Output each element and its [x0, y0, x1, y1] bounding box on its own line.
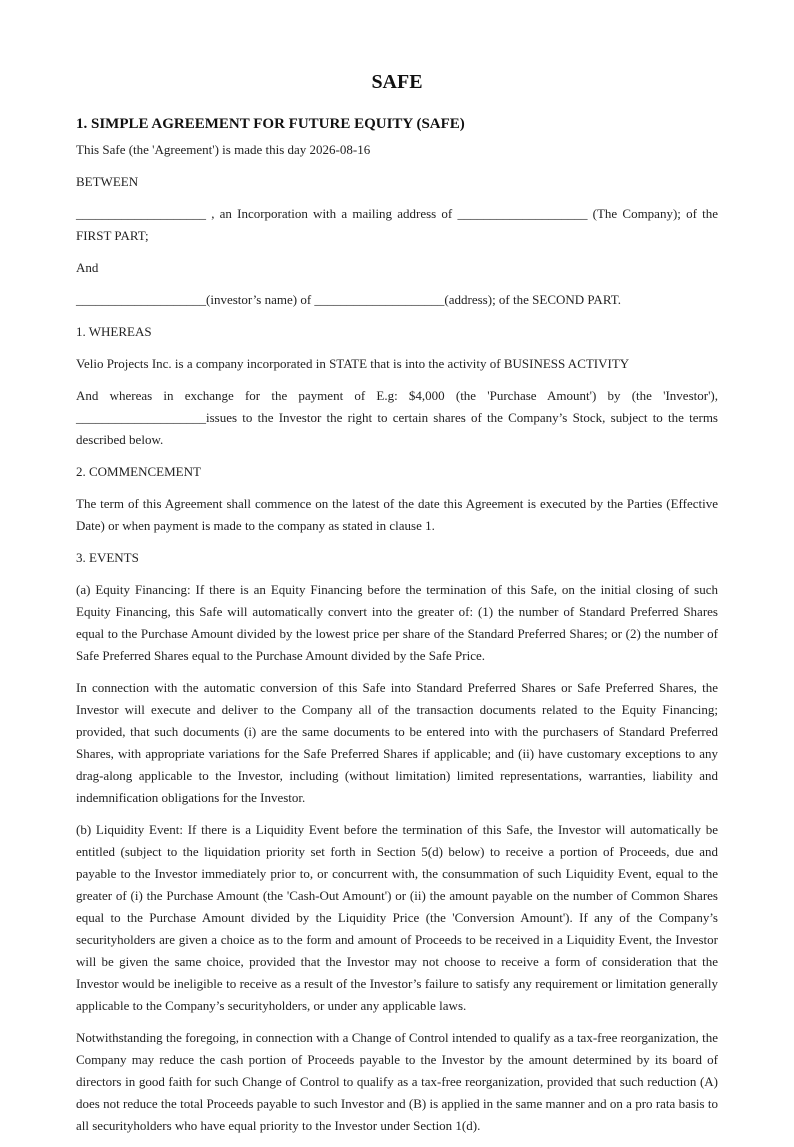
- between-label: BETWEEN: [76, 174, 139, 189]
- section-heading: 1. SIMPLE AGREEMENT FOR FUTURE EQUITY (SAFE): [76, 116, 465, 132]
- commencement-heading: 2. COMMENCEMENT: [76, 464, 201, 479]
- purchase-amount-paragraph: And whereas in exchange for the payment of E.g: $4,000 (the 'Purchase Amount') by (the 'Investor'), ____________________issues to the Investor the right to certain shares of the Company’s Stock, subject to the terms described below.: [76, 388, 718, 447]
- and-label: And: [76, 260, 99, 275]
- equity-financing-paragraph: (a) Equity Financing: If there is an Equity Financing before the termination of this Safe, on the initial closing of such Equity Financing, this Safe will automatically convert into the greater of: (1) the number of Standard Preferred Shares equal to the Purchase Amount divided by the lowest price per share of the Standard Preferred Shares; or (2) the number of Safe Preferred Shares equal to the Purchase Amount divided by the Safe Price.: [76, 582, 718, 663]
- whereas-heading: 1. WHEREAS: [76, 324, 152, 339]
- document-title: SAFE: [371, 71, 423, 93]
- company-party-paragraph: ____________________ , an Incorporation with a mailing address of ____________________ (The Company); of the FIRST PART;: [76, 206, 718, 243]
- events-heading: 3. EVENTS: [76, 550, 139, 565]
- change-of-control-paragraph: Notwithstanding the foregoing, in connection with a Change of Control intended to qualify as a tax-free reorganization, the Company may reduce the cash portion of Proceeds payable to the Investor by the amount determined by its board of directors in good faith for such Change of Control to qualify as a tax-free reorganization, provided that such reduction (A) does not reduce the total Proceeds payable to such Investor and (B) is applied in the same manner and on a pro rata basis to all securityholders who have equal priority to the Investor under Section 1(d).: [76, 1030, 718, 1133]
- investor-party-paragraph: ____________________(investor’s name) of ____________________(address); of the SECOND PART.: [76, 292, 621, 307]
- conversion-paragraph: In connection with the automatic conversion of this Safe into Standard Preferred Shares or Safe Preferred Shares, the Investor will execute and deliver to the Company all of the transaction documents related to the Equity Financing; provided, that such documents (i) are the same documents to be entered into with the purchasers of Standard Preferred Shares, with appropriate variations for the Safe Preferred Shares if applicable; and (ii) have customary exceptions to any drag-along applicable to the Investor, including (without limitation) limited representations, warranties, liability and indemnification obligations for the Investor.: [76, 680, 718, 805]
- document-page: [76, 68, 718, 1147]
- company-description-paragraph: Velio Projects Inc. is a company incorporated in STATE that is into the activity of BUSINESS ACTIVITY: [76, 356, 630, 371]
- commencement-paragraph: The term of this Agreement shall commence on the latest of the date this Agreement is executed by the Parties (Effective Date) or when payment is made to the company as stated in clause 1.: [76, 496, 718, 533]
- liquidity-event-paragraph: (b) Liquidity Event: If there is a Liquidity Event before the termination of this Safe, the Investor will automatically be entitled (subject to the liquidation priority set forth in Section 5(d) below) to receive a portion of Proceeds, due and payable to the Investor immediately prior to, or concurrent with, the consummation of such Liquidity Event, equal to the greater of (i) the Purchase Amount (the 'Cash-Out Amount') or (ii) the amount payable on the number of Common Shares equal to the Purchase Amount divided by the Liquidity Price (the 'Conversion Amount'). If any of the Company’s securityholders are given a choice as to the form and amount of Proceeds to be received in a Liquidity Event, the Investor will be given the same choice, provided that the Investor may not choose to receive a form of consideration that the Investor would be ineligible to receive as a result of the Investor’s failure to satisfy any requirement or limitation generally applicable to the Company’s securityholders, or under any applicable laws.: [76, 822, 718, 1013]
- agreement-date-paragraph: This Safe (the 'Agreement') is made this day 2026-08-16: [76, 142, 371, 157]
